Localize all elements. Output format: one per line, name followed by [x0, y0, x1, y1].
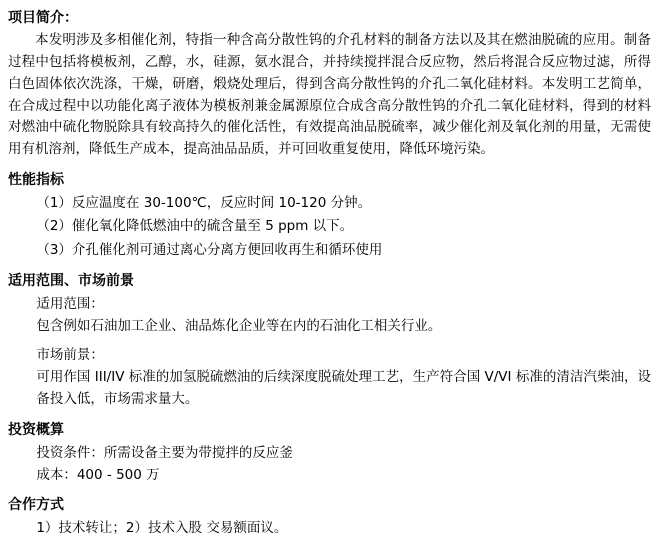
section-project-intro [8, 8, 651, 161]
list-item: 投资条件：所需设备主要为带搅拌的反应釜 [36, 444, 293, 461]
list-item: （2）催化氧化降低燃油中的硫含量至 5 ppm 以下。 [36, 218, 354, 235]
section-heading: 适用范围、市场前景 [8, 272, 134, 289]
section-heading: 项目简介： [8, 10, 78, 26]
group-line-scope: 包含例如石油加工企业、油品炼化企业等在内的石油化工相关行业。 [36, 318, 442, 335]
section-cooperation-mode [8, 495, 651, 539]
section-heading: 性能指标 [8, 172, 64, 189]
section-heading: 投资概算 [8, 421, 64, 438]
section-scope-and-market [8, 271, 651, 411]
list-item: 1）技术转让；2）技术入股 交易额面议。 [36, 519, 288, 536]
list-item: （1）反应温度在 30-100℃，反应时间 10-120 分钟。 [36, 195, 372, 212]
section-performance-metrics [8, 170, 651, 262]
list-item: 成本：400 - 500 万 [36, 467, 160, 484]
section-heading: 合作方式 [8, 496, 64, 513]
section-investment-estimate [8, 420, 651, 487]
section-paragraph: 本发明涉及多相催化剂，特指一种含高分散性钨的介孔材料的制备方法以及其在燃油脱硫的应用。制备过程中包括将模板剂，乙醇，水，硅源，氨水混合，并持续搅拌混合反应物，然后将混合反应物过滤，所得白色固体依次洗涤，干燥，研磨，煅烧处理后，得到含高分散性钨的介孔二氧化硅材料。本发明工艺简单，在合成过程中以功能化离子液体为模板剂兼金属源原位合成含高分散性钨的介孔二氧化硅材料，得到的材料对燃油中硫化物脱除具有较高持久的催化活性，有效提高油品脱硫率，减少催化剂及氧化剂的用量，无需使用有机溶剂，降低生产成本，提高油品品质，并可回收重复使用，降低环境污染。 [8, 32, 651, 158]
group-line-market: 可用作国 III/IV 标准的加氢脱硫燃油的后续深度脱硫处理工艺，生产符合国 V/VI 标准的清洁汽柴油，设备投入低，市场需求量大。 [36, 369, 651, 408]
list-item: （3）介孔催化剂可通过离心分离方便回收再生和循环使用 [36, 241, 383, 258]
group-label-market: 市场前景： [36, 346, 104, 363]
group-label-scope: 适用范围： [36, 295, 104, 312]
